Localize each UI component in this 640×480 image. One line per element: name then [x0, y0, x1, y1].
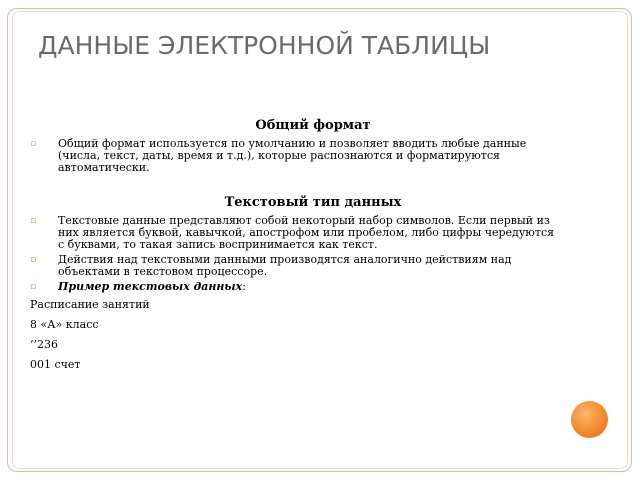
bullet-icon: ▫ [30, 282, 37, 292]
bullet-icon: ▫ [30, 139, 37, 149]
section-heading-general-format: Общий формат [255, 118, 371, 133]
section-heading-text-type: Текстовый тип данных [224, 195, 402, 210]
example-line: 8 «А» класс [30, 318, 99, 331]
list-item [30, 215, 560, 251]
text-type-list [30, 215, 560, 293]
orange-circle-decoration [571, 401, 608, 438]
example-line: 001 счет [30, 358, 81, 371]
general-format-list [30, 138, 560, 174]
example-label-suffix: : [242, 280, 246, 293]
slide-title: ДАННЫЕ ЭЛЕКТРОННОЙ ТАБЛИЦЫ [38, 31, 491, 60]
example-line: ‘’236 [30, 338, 58, 351]
example-line: Расписание занятий [30, 298, 150, 311]
bullet-icon: ▫ [30, 255, 37, 265]
bullet-icon: ▫ [30, 216, 37, 226]
bullet-text: Общий формат используется по умолчанию и позволяет вводить любые данные (числа, текст, даты, время и т.д.), которые распознаются и форматируются автоматически. [58, 137, 527, 174]
example-label: Пример текстовых данных [58, 280, 243, 293]
list-item [30, 138, 560, 174]
bullet-text: Текстовые данные представляют собой некоторый набор символов. Если первый из них является буквой, кавычкой, апострофом или пробелом, либо цифры чередуются с буквами, то такая запись воспринимается как текст. [58, 214, 555, 251]
list-item [30, 281, 560, 293]
list-item [30, 254, 560, 278]
bullet-text: Действия над текстовыми данными производятся аналогично действиям над объектами в текстовом процессоре. [58, 253, 512, 278]
examples-block [30, 299, 560, 371]
slide-content [30, 117, 560, 379]
